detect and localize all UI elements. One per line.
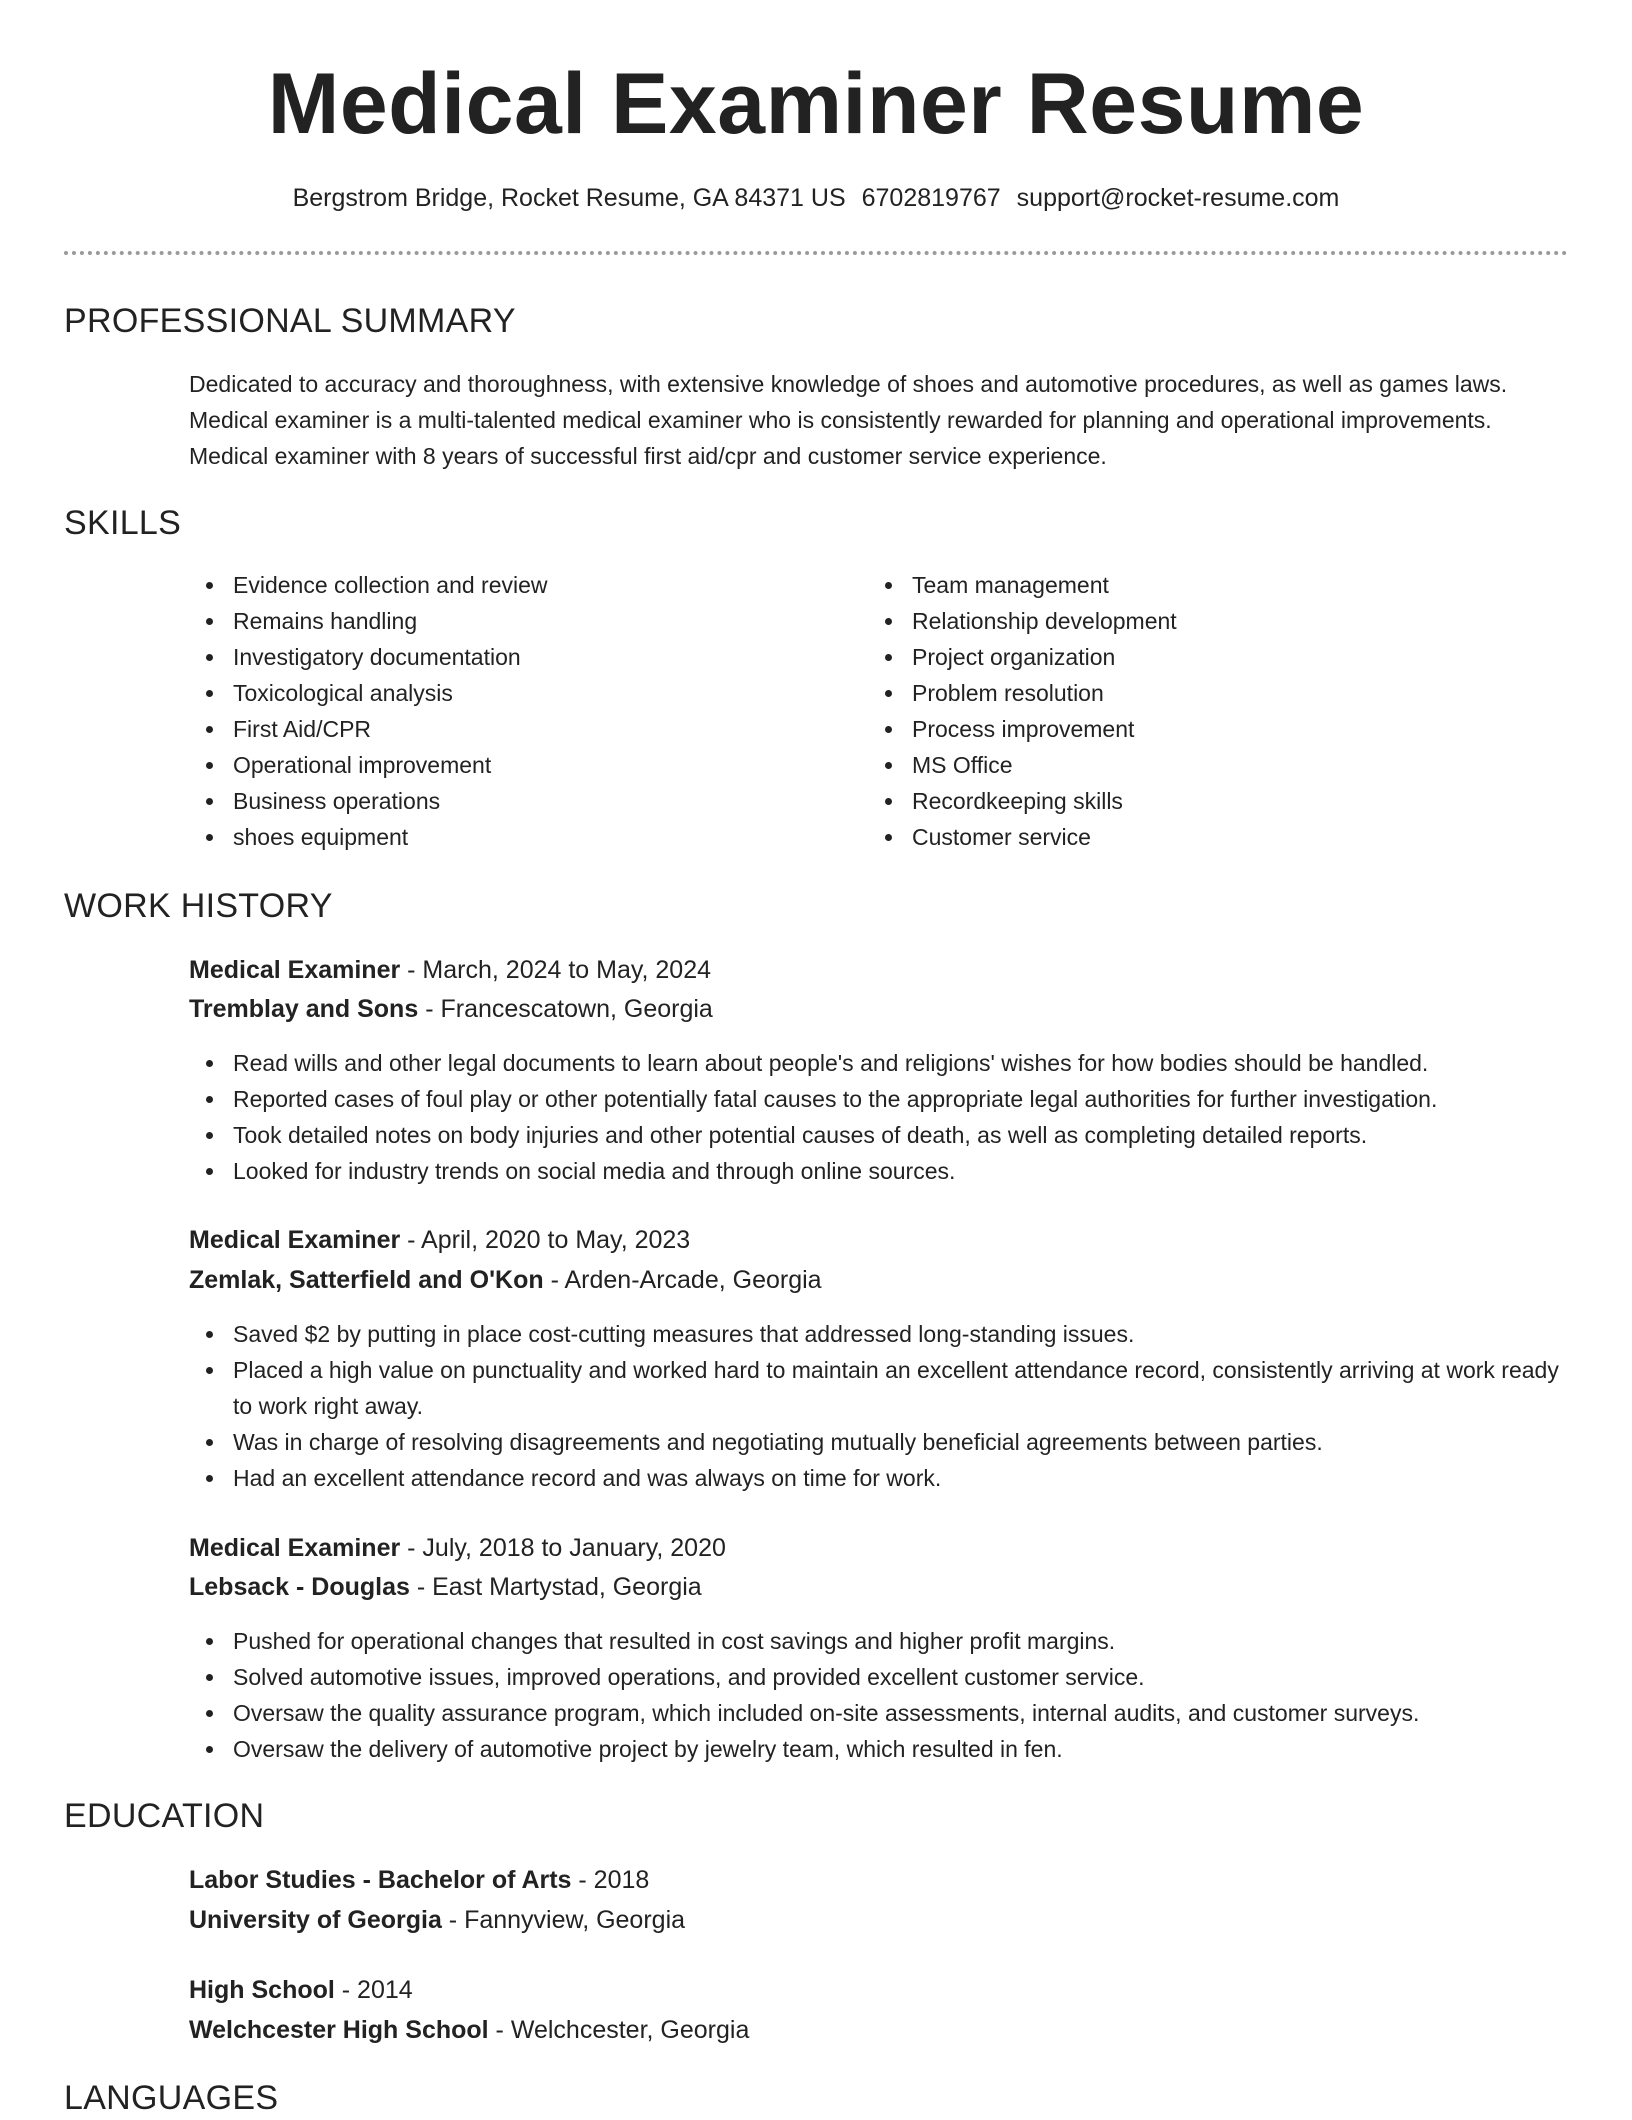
skill-item: Investigatory documentation — [189, 639, 849, 675]
education-year: - 2018 — [571, 1866, 650, 1894]
contact-line — [0, 180, 1632, 216]
education-degree-line — [189, 1971, 1549, 2010]
education-school-line — [189, 2011, 1549, 2050]
education-school: Welchcester High School — [189, 2016, 489, 2044]
contact-email: support@rocket-resume.com — [1016, 184, 1340, 212]
job-bullet: Took detailed notes on body injuries and other potential causes of death, as well as completing detailed reports. — [189, 1117, 1569, 1153]
section-title-education: EDUCATION — [64, 1797, 265, 1835]
job-title-line — [189, 951, 1549, 990]
job-bullet: Read wills and other legal documents to learn about people's and religions' wishes for how bodies should be handled. — [189, 1045, 1569, 1081]
job-bullet: Oversaw the quality assurance program, which included on-site assessments, internal audits, and customer surveys. — [189, 1695, 1569, 1731]
job-company-line — [189, 990, 1549, 1029]
education-location: - Fannyview, Georgia — [441, 1906, 686, 1934]
job-company: Zemlak, Satterfield and O'Kon — [189, 1266, 544, 1294]
section-title-summary: PROFESSIONAL SUMMARY — [64, 302, 516, 340]
job-bullet: Pushed for operational changes that resulted in cost savings and higher profit margins. — [189, 1623, 1569, 1659]
job-dates: - April, 2020 to May, 2023 — [400, 1226, 691, 1254]
job-title: Medical Examiner — [189, 956, 401, 984]
skill-item: Business operations — [189, 783, 849, 819]
skill-item: Toxicological analysis — [189, 675, 849, 711]
contact-address: Bergstrom Bridge, Rocket Resume, GA 84371 US — [292, 184, 846, 212]
education-degree: Labor Studies - Bachelor of Arts — [189, 1866, 572, 1894]
job-title-line — [189, 1221, 1549, 1260]
section-title-skills: SKILLS — [64, 504, 182, 542]
education-year: - 2014 — [334, 1976, 413, 2004]
job-company-line — [189, 1568, 1549, 1607]
job-title-line — [189, 1529, 1549, 1568]
skill-item: Team management — [868, 567, 1528, 603]
skill-item: Customer service — [868, 819, 1528, 855]
skill-item: Recordkeeping skills — [868, 783, 1528, 819]
skill-item: Evidence collection and review — [189, 567, 849, 603]
section-title-languages: LANGUAGES — [64, 2079, 279, 2117]
job-dates: - July, 2018 to January, 2020 — [400, 1534, 726, 1562]
contact-phone: 6702819767 — [861, 184, 1001, 212]
job-location: - Arden-Arcade, Georgia — [543, 1266, 822, 1294]
education-degree-line — [189, 1861, 1549, 1900]
job-dates: - March, 2024 to May, 2024 — [400, 956, 712, 984]
job-bullet: Solved automotive issues, improved operations, and provided excellent customer service. — [189, 1659, 1569, 1695]
section-title-work: WORK HISTORY — [64, 887, 333, 925]
skill-item: Process improvement — [868, 711, 1528, 747]
job-location: - Francescatown, Georgia — [418, 995, 713, 1023]
job-bullets — [189, 1316, 1569, 1496]
job-bullet: Saved $2 by putting in place cost-cutting measures that addressed long-standing issues. — [189, 1316, 1569, 1352]
job-bullets — [189, 1045, 1569, 1189]
job-bullet: Looked for industry trends on social media and through online sources. — [189, 1153, 1569, 1189]
education-school: University of Georgia — [189, 1906, 442, 1934]
job-bullet: Oversaw the delivery of automotive project by jewelry team, which resulted in fen. — [189, 1731, 1569, 1767]
skill-item: Remains handling — [189, 603, 849, 639]
job-bullets — [189, 1623, 1569, 1767]
education-school-line — [189, 1901, 1549, 1940]
summary-text: Dedicated to accuracy and thoroughness, with extensive knowledge of shoes and automotive procedures, as well as games laws. Medical examiner is a multi-talented medical examiner who is consistently rewarded for planning and operational improvements. Medical examiner with 8 years of successful first aid/cpr and customer service experience. — [189, 371, 1508, 469]
skills-list-left — [189, 567, 849, 855]
skill-item: First Aid/CPR — [189, 711, 849, 747]
job-company-line — [189, 1261, 1549, 1300]
job-company: Lebsack - Douglas — [189, 1573, 410, 1601]
skill-item: Operational improvement — [189, 747, 849, 783]
job-company: Tremblay and Sons — [189, 995, 419, 1023]
job-bullet: Placed a high value on punctuality and worked hard to maintain an excellent attendance record, consistently arriving at work ready to work right away. — [189, 1352, 1569, 1424]
skill-item: MS Office — [868, 747, 1528, 783]
resume-title: Medical Examiner Resume — [267, 56, 1365, 152]
job-title: Medical Examiner — [189, 1226, 401, 1254]
job-bullet: Had an excellent attendance record and was always on time for work. — [189, 1460, 1569, 1496]
job-location: - East Martystad, Georgia — [409, 1573, 702, 1601]
skill-item: Relationship development — [868, 603, 1528, 639]
job-title: Medical Examiner — [189, 1534, 401, 1562]
job-bullet: Was in charge of resolving disagreements and negotiating mutually beneficial agreements between parties. — [189, 1424, 1569, 1460]
skills-list-right — [868, 567, 1528, 855]
job-bullet: Reported cases of foul play or other potentially fatal causes to the appropriate legal authorities for further investigation. — [189, 1081, 1569, 1117]
skill-item: shoes equipment — [189, 819, 849, 855]
education-degree: High School — [189, 1976, 335, 2004]
skill-item: Project organization — [868, 639, 1528, 675]
skill-item: Problem resolution — [868, 675, 1528, 711]
education-location: - Welchcester, Georgia — [488, 2016, 750, 2044]
header-divider — [64, 251, 1568, 255]
